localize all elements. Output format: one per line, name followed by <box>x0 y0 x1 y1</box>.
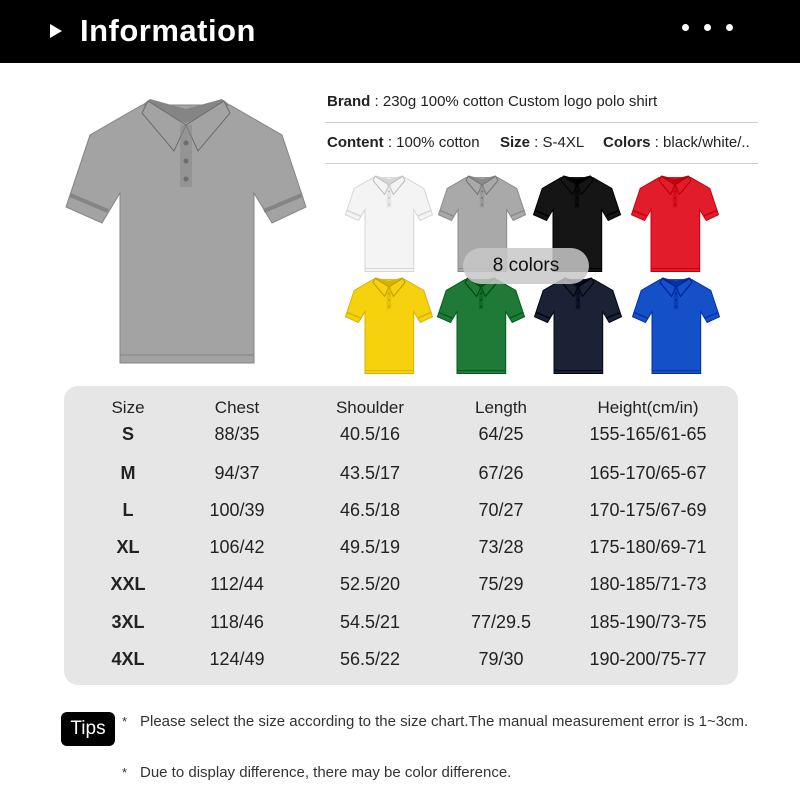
size-chart-table <box>64 386 738 685</box>
table-cell-chest: 124/49 <box>209 649 265 669</box>
table-cell-length: 64/25 <box>478 424 524 444</box>
tip-text: Due to display difference, there may be color difference. <box>140 764 512 781</box>
header-bar <box>0 0 800 63</box>
color-swatch-white[interactable] <box>344 174 434 274</box>
table-cell-shoulder: 40.5/16 <box>339 424 401 444</box>
table-cell-height: 170-175/67-69 <box>589 500 707 520</box>
size-label-cell: 3XL <box>111 612 145 632</box>
table-cell-height: 185-190/73-75 <box>589 612 707 632</box>
table-cell-chest: 112/44 <box>210 574 264 594</box>
table-cell-length: 75/29 <box>478 574 524 594</box>
play-arrow-icon <box>50 24 62 38</box>
content-value: : 100% cotton <box>383 134 480 151</box>
brand-label: Brand <box>327 93 371 110</box>
color-swatch-navy[interactable] <box>533 276 623 376</box>
color-swatch-yellow[interactable] <box>344 276 434 376</box>
brand-value: : 230g 100% cotton Custom logo polo shirt <box>370 93 658 110</box>
bullet-star-icon: * <box>122 714 128 729</box>
size-spec <box>500 134 584 151</box>
table-cell-chest: 88/35 <box>214 424 260 444</box>
size-label-cell: L <box>122 500 134 520</box>
column-header-length: Length <box>475 398 527 417</box>
size-label-cell: M <box>120 463 136 483</box>
page-title: Information <box>80 13 256 48</box>
table-cell-length: 79/30 <box>478 649 524 669</box>
color-swatch-royal-blue[interactable] <box>631 276 721 376</box>
table-cell-chest: 118/46 <box>210 612 264 632</box>
size-value: : S-4XL <box>530 134 585 151</box>
main-polo-shirt-image <box>62 95 310 370</box>
table-cell-length: 70/27 <box>478 500 524 520</box>
size-label-cell: XL <box>116 537 140 557</box>
table-cell-shoulder: 54.5/21 <box>339 612 401 632</box>
table-cell-shoulder: 43.5/17 <box>339 463 401 483</box>
table-cell-height: 180-185/71-73 <box>589 574 707 594</box>
column-header-size: Size <box>111 398 145 417</box>
table-cell-shoulder: 52.5/20 <box>339 574 401 594</box>
column-header-chest: Chest <box>214 398 260 417</box>
table-cell-shoulder: 46.5/18 <box>339 500 401 520</box>
color-swatch-green[interactable] <box>436 276 526 376</box>
table-cell-length: 77/29.5 <box>470 612 532 632</box>
size-label-cell: S <box>121 424 135 444</box>
tip-text: Please select the size according to the size chart.The manual measurement error is 1~3cm. <box>140 713 749 730</box>
colors-value: : black/white/.. <box>650 134 750 151</box>
color-swatch-red[interactable] <box>630 174 720 274</box>
column-header-height: Height(cm/in) <box>597 398 699 417</box>
table-cell-chest: 100/39 <box>209 500 265 520</box>
table-cell-height: 155-165/61-65 <box>589 424 707 444</box>
colors-spec <box>603 134 750 151</box>
color-count-badge: 8 colors <box>463 248 589 284</box>
tips-badge: Tips <box>61 712 115 746</box>
content-label: Content <box>327 134 384 151</box>
table-cell-length: 67/26 <box>478 463 524 483</box>
table-cell-height: 175-180/69-71 <box>589 537 707 557</box>
brand-spec <box>327 93 657 110</box>
table-cell-shoulder: 49.5/19 <box>339 537 401 557</box>
size-label-cell: XXL <box>110 574 146 594</box>
table-cell-length: 73/28 <box>478 537 524 557</box>
table-cell-chest: 94/37 <box>214 463 260 483</box>
bullet-star-icon: * <box>122 765 128 780</box>
content-spec <box>327 134 480 151</box>
size-label-cell: 4XL <box>111 649 145 669</box>
tip-item-size <box>122 713 765 731</box>
divider <box>325 122 758 123</box>
colors-label: Colors <box>603 134 651 151</box>
column-header-shoulder: Shoulder <box>335 398 405 417</box>
table-cell-height: 190-200/75-77 <box>589 649 707 669</box>
table-cell-shoulder: 56.5/22 <box>339 649 401 669</box>
table-cell-height: 165-170/65-67 <box>589 463 707 483</box>
tip-item-color <box>122 764 765 782</box>
divider <box>325 163 758 164</box>
more-dots-icon[interactable] <box>682 24 733 31</box>
table-cell-chest: 106/42 <box>209 537 265 557</box>
size-label: Size <box>500 134 531 151</box>
